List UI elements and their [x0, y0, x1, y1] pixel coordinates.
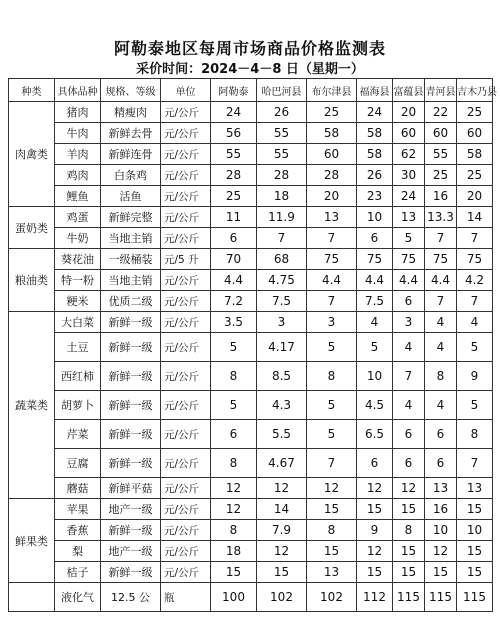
price-cell: 8 — [211, 362, 257, 391]
price-cell: 6 — [211, 420, 257, 449]
unit-cell: 瓶 — [161, 583, 211, 612]
item-name-cell: 猪肉 — [55, 102, 101, 123]
price-cell: 75 — [307, 249, 357, 270]
price-cell: 10 — [425, 520, 457, 541]
category-cell — [9, 583, 55, 612]
item-name-cell: 梨 — [55, 541, 101, 562]
table-row — [9, 228, 493, 249]
table-row — [9, 391, 493, 420]
price-cell: 3 — [393, 312, 425, 333]
price-cell: 26 — [357, 165, 393, 186]
table-row — [9, 520, 493, 541]
price-cell: 7.2 — [211, 291, 257, 312]
table-header-row — [9, 79, 493, 102]
price-cell: 55 — [257, 144, 307, 165]
price-cell: 15 — [457, 499, 493, 520]
table-row — [9, 102, 493, 123]
spec-cell: 地产一级 — [101, 499, 161, 520]
price-cell: 16 — [425, 499, 457, 520]
item-name-cell: 鸡肉 — [55, 165, 101, 186]
price-cell: 4 — [357, 312, 393, 333]
unit-cell: 元/公斤 — [161, 391, 211, 420]
price-cell: 5 — [307, 391, 357, 420]
price-cell: 8 — [307, 520, 357, 541]
header-cell: 具体品种 — [55, 79, 101, 102]
price-cell: 6 — [425, 449, 457, 478]
item-name-cell: 特一粉 — [55, 270, 101, 291]
spec-cell: 新鲜一级 — [101, 312, 161, 333]
price-cell: 7.5 — [357, 291, 393, 312]
price-cell: 15 — [457, 562, 493, 583]
category-cell: 肉禽类 — [9, 102, 55, 207]
price-cell: 9 — [357, 520, 393, 541]
price-cell: 18 — [257, 186, 307, 207]
spec-cell: 新鲜一级 — [101, 420, 161, 449]
item-name-cell: 葵花油 — [55, 249, 101, 270]
price-cell: 7 — [457, 228, 493, 249]
spec-cell: 精瘦肉 — [101, 102, 161, 123]
price-cell: 12 — [425, 541, 457, 562]
item-name-cell: 苹果 — [55, 499, 101, 520]
price-cell: 4 — [457, 312, 493, 333]
item-name-cell: 桔子 — [55, 562, 101, 583]
unit-cell: 元/公斤 — [161, 499, 211, 520]
price-cell: 15 — [257, 562, 307, 583]
price-cell: 4.3 — [257, 391, 307, 420]
price-cell: 4 — [425, 333, 457, 362]
price-cell: 20 — [393, 102, 425, 123]
price-cell: 58 — [307, 123, 357, 144]
item-name-cell: 鲤鱼 — [55, 186, 101, 207]
price-cell: 4.17 — [257, 333, 307, 362]
price-cell: 7.5 — [257, 291, 307, 312]
table-row — [9, 478, 493, 499]
unit-cell: 元/公斤 — [161, 291, 211, 312]
spec-cell: 新鲜连骨 — [101, 144, 161, 165]
price-cell: 3.5 — [211, 312, 257, 333]
price-cell: 7 — [307, 449, 357, 478]
price-cell: 6 — [425, 420, 457, 449]
price-cell: 20 — [457, 186, 493, 207]
price-cell: 75 — [357, 249, 393, 270]
price-cell: 5 — [307, 420, 357, 449]
header-cell: 哈巴河县 — [257, 79, 307, 102]
table-row — [9, 583, 493, 612]
price-cell: 30 — [393, 165, 425, 186]
price-cell: 55 — [211, 144, 257, 165]
table-row — [9, 362, 493, 391]
price-cell: 5 — [457, 333, 493, 362]
spec-cell: 新鲜去骨 — [101, 123, 161, 144]
price-cell: 115 — [425, 583, 457, 612]
price-cell: 25 — [457, 165, 493, 186]
spec-cell: 新鲜一级 — [101, 333, 161, 362]
price-cell: 7 — [457, 449, 493, 478]
price-cell: 12 — [211, 499, 257, 520]
header-cell: 单位 — [161, 79, 211, 102]
price-cell: 15 — [393, 541, 425, 562]
price-cell: 8 — [457, 420, 493, 449]
unit-cell: 元/公斤 — [161, 228, 211, 249]
price-cell: 4 — [393, 333, 425, 362]
unit-cell: 元/公斤 — [161, 186, 211, 207]
price-cell: 8 — [307, 362, 357, 391]
table-row — [9, 165, 493, 186]
item-name-cell: 香蕉 — [55, 520, 101, 541]
price-cell: 23 — [357, 186, 393, 207]
price-cell: 62 — [393, 144, 425, 165]
category-cell: 鲜果类 — [9, 499, 55, 583]
price-cell: 28 — [307, 165, 357, 186]
price-cell: 115 — [393, 583, 425, 612]
price-cell: 12 — [307, 478, 357, 499]
header-cell: 种类 — [9, 79, 55, 102]
table-row — [9, 291, 493, 312]
item-name-cell: 胡萝卜 — [55, 391, 101, 420]
category-cell: 蛋奶类 — [9, 207, 55, 249]
table-row — [9, 333, 493, 362]
price-cell: 8 — [211, 449, 257, 478]
price-cell: 15 — [211, 562, 257, 583]
price-cell: 5 — [393, 228, 425, 249]
price-cell: 15 — [425, 562, 457, 583]
price-cell: 25 — [307, 102, 357, 123]
item-name-cell: 粳米 — [55, 291, 101, 312]
price-cell: 22 — [425, 102, 457, 123]
category-cell: 蔬菜类 — [9, 312, 55, 499]
price-cell: 7 — [307, 291, 357, 312]
category-cell: 粮油类 — [9, 249, 55, 312]
price-cell: 102 — [257, 583, 307, 612]
table-row — [9, 449, 493, 478]
table-row — [9, 499, 493, 520]
price-cell: 60 — [425, 123, 457, 144]
price-cell: 8 — [425, 362, 457, 391]
price-cell: 13 — [307, 562, 357, 583]
price-cell: 15 — [393, 499, 425, 520]
item-name-cell: 土豆 — [55, 333, 101, 362]
unit-cell: 元/公斤 — [161, 312, 211, 333]
price-cell: 70 — [211, 249, 257, 270]
header-cell: 青河县 — [425, 79, 457, 102]
price-table — [8, 78, 497, 612]
table-row — [9, 541, 493, 562]
unit-cell: 元/公斤 — [161, 165, 211, 186]
price-cell: 4.5 — [357, 391, 393, 420]
unit-cell: 元/公斤 — [161, 562, 211, 583]
price-cell: 6 — [393, 449, 425, 478]
spec-cell: 新鲜一级 — [101, 562, 161, 583]
price-cell: 56 — [211, 123, 257, 144]
item-name-cell: 羊肉 — [55, 144, 101, 165]
item-name-cell: 西红柿 — [55, 362, 101, 391]
spec-cell: 活鱼 — [101, 186, 161, 207]
price-cell: 7 — [425, 291, 457, 312]
item-name-cell: 牛奶 — [55, 228, 101, 249]
table-row — [9, 186, 493, 207]
spec-cell: 地产一级 — [101, 541, 161, 562]
table-row — [9, 270, 493, 291]
price-cell: 4.4 — [357, 270, 393, 291]
price-cell: 55 — [257, 123, 307, 144]
price-cell: 4 — [425, 312, 457, 333]
item-name-cell: 芹菜 — [55, 420, 101, 449]
table-row — [9, 249, 493, 270]
table-row — [9, 144, 493, 165]
item-name-cell: 豆腐 — [55, 449, 101, 478]
price-cell: 7 — [307, 228, 357, 249]
spec-cell: 当地主销 — [101, 228, 161, 249]
header-cell: 阿勒泰 — [211, 79, 257, 102]
price-cell: 6 — [393, 420, 425, 449]
unit-cell: 元/公斤 — [161, 449, 211, 478]
price-cell: 11.9 — [257, 207, 307, 228]
price-cell: 68 — [257, 249, 307, 270]
price-cell: 112 — [357, 583, 393, 612]
price-cell: 6 — [393, 291, 425, 312]
spec-cell: 新鲜一级 — [101, 520, 161, 541]
price-cell: 5.5 — [257, 420, 307, 449]
price-cell: 26 — [257, 102, 307, 123]
price-cell: 15 — [393, 562, 425, 583]
price-cell: 28 — [211, 165, 257, 186]
item-name-cell: 液化气 — [55, 583, 101, 612]
price-cell: 75 — [425, 249, 457, 270]
price-cell: 4.4 — [425, 270, 457, 291]
price-cell: 25 — [211, 186, 257, 207]
price-cell: 4.67 — [257, 449, 307, 478]
price-cell: 3 — [307, 312, 357, 333]
spec-cell: 优质二级 — [101, 291, 161, 312]
price-cell: 7.9 — [257, 520, 307, 541]
price-cell: 5 — [211, 333, 257, 362]
table-row — [9, 207, 493, 228]
price-cell: 10 — [357, 362, 393, 391]
spec-cell: 当地主销 — [101, 270, 161, 291]
price-cell: 12 — [357, 541, 393, 562]
price-cell: 28 — [257, 165, 307, 186]
price-cell: 15 — [307, 499, 357, 520]
price-cell: 60 — [307, 144, 357, 165]
spec-cell: 白条鸡 — [101, 165, 161, 186]
spec-cell: 12.5 公 — [101, 583, 161, 612]
spec-cell: 新鲜一级 — [101, 391, 161, 420]
unit-cell: 元/公斤 — [161, 541, 211, 562]
price-cell: 12 — [257, 541, 307, 562]
price-cell: 6 — [211, 228, 257, 249]
price-cell: 25 — [457, 102, 493, 123]
price-cell: 58 — [457, 144, 493, 165]
price-cell: 14 — [457, 207, 493, 228]
price-cell: 12 — [393, 478, 425, 499]
price-cell: 102 — [307, 583, 357, 612]
unit-cell: 元/公斤 — [161, 478, 211, 499]
price-cell: 60 — [457, 123, 493, 144]
price-cell: 4.4 — [211, 270, 257, 291]
price-cell: 75 — [393, 249, 425, 270]
unit-cell: 元/公斤 — [161, 144, 211, 165]
price-cell: 4.4 — [307, 270, 357, 291]
price-cell: 16 — [425, 186, 457, 207]
price-cell: 7 — [393, 362, 425, 391]
table-row — [9, 420, 493, 449]
price-cell: 15 — [457, 541, 493, 562]
price-cell: 4.2 — [457, 270, 493, 291]
price-cell: 7 — [257, 228, 307, 249]
price-cell: 5 — [211, 391, 257, 420]
price-cell: 13 — [425, 478, 457, 499]
price-cell: 6 — [357, 449, 393, 478]
unit-cell: 元/公斤 — [161, 333, 211, 362]
price-cell: 4.75 — [257, 270, 307, 291]
price-cell: 12 — [211, 478, 257, 499]
price-cell: 9 — [457, 362, 493, 391]
price-cell: 5 — [457, 391, 493, 420]
item-name-cell: 大白菜 — [55, 312, 101, 333]
price-cell: 20 — [307, 186, 357, 207]
unit-cell: 元/公斤 — [161, 270, 211, 291]
item-name-cell: 鸡蛋 — [55, 207, 101, 228]
document-title: 阿勒泰地区每周市场商品价格监测表 — [113, 39, 386, 58]
price-cell: 4 — [425, 391, 457, 420]
price-cell: 10 — [357, 207, 393, 228]
price-cell: 13 — [307, 207, 357, 228]
unit-cell: 元/公斤 — [161, 123, 211, 144]
header-cell: 吉木乃县 — [457, 79, 493, 102]
header-cell: 规格、等级 — [101, 79, 161, 102]
price-cell: 3 — [257, 312, 307, 333]
table-row — [9, 312, 493, 333]
price-cell: 8 — [211, 520, 257, 541]
price-cell: 18 — [211, 541, 257, 562]
item-name-cell: 蘑菇 — [55, 478, 101, 499]
price-cell: 13.3 — [425, 207, 457, 228]
price-cell: 7 — [457, 291, 493, 312]
price-cell: 13 — [393, 207, 425, 228]
price-cell: 24 — [357, 102, 393, 123]
unit-cell: 元/公斤 — [161, 362, 211, 391]
price-cell: 5 — [307, 333, 357, 362]
table-row — [9, 562, 493, 583]
price-cell: 60 — [393, 123, 425, 144]
unit-cell: 元/公斤 — [161, 520, 211, 541]
spec-cell: 新鲜一级 — [101, 449, 161, 478]
price-cell: 75 — [457, 249, 493, 270]
price-cell: 8.5 — [257, 362, 307, 391]
spec-cell: 新鲜平菇 — [101, 478, 161, 499]
price-cell: 24 — [393, 186, 425, 207]
price-cell: 24 — [211, 102, 257, 123]
price-cell: 12 — [357, 478, 393, 499]
price-cell: 5 — [357, 333, 393, 362]
price-cell: 4 — [393, 391, 425, 420]
price-cell: 6 — [357, 228, 393, 249]
price-cell: 58 — [357, 144, 393, 165]
unit-cell: 元/公斤 — [161, 102, 211, 123]
price-cell: 115 — [457, 583, 493, 612]
item-name-cell: 牛肉 — [55, 123, 101, 144]
unit-cell: 元/5 升 — [161, 249, 211, 270]
spec-cell: 新鲜一级 — [101, 362, 161, 391]
price-cell: 15 — [357, 499, 393, 520]
header-cell: 福海县 — [357, 79, 393, 102]
price-cell: 15 — [307, 541, 357, 562]
price-cell: 4.4 — [393, 270, 425, 291]
header-cell: 富蕴县 — [393, 79, 425, 102]
table-row — [9, 123, 493, 144]
spec-cell: 一级桶装 — [101, 249, 161, 270]
price-cell: 14 — [257, 499, 307, 520]
price-cell: 15 — [357, 562, 393, 583]
price-cell: 55 — [425, 144, 457, 165]
price-cell: 11 — [211, 207, 257, 228]
price-cell: 6.5 — [357, 420, 393, 449]
document-subtitle: 采价时间：2024－4－8 日（星期一） — [136, 62, 364, 77]
unit-cell: 元/公斤 — [161, 420, 211, 449]
price-cell: 12 — [257, 478, 307, 499]
price-cell: 8 — [393, 520, 425, 541]
price-cell: 7 — [425, 228, 457, 249]
unit-cell: 元/公斤 — [161, 207, 211, 228]
price-cell: 13 — [457, 478, 493, 499]
price-cell: 25 — [425, 165, 457, 186]
price-cell: 100 — [211, 583, 257, 612]
header-cell: 布尔津县 — [307, 79, 357, 102]
price-cell: 58 — [357, 123, 393, 144]
spec-cell: 新鲜完整 — [101, 207, 161, 228]
price-cell: 10 — [457, 520, 493, 541]
